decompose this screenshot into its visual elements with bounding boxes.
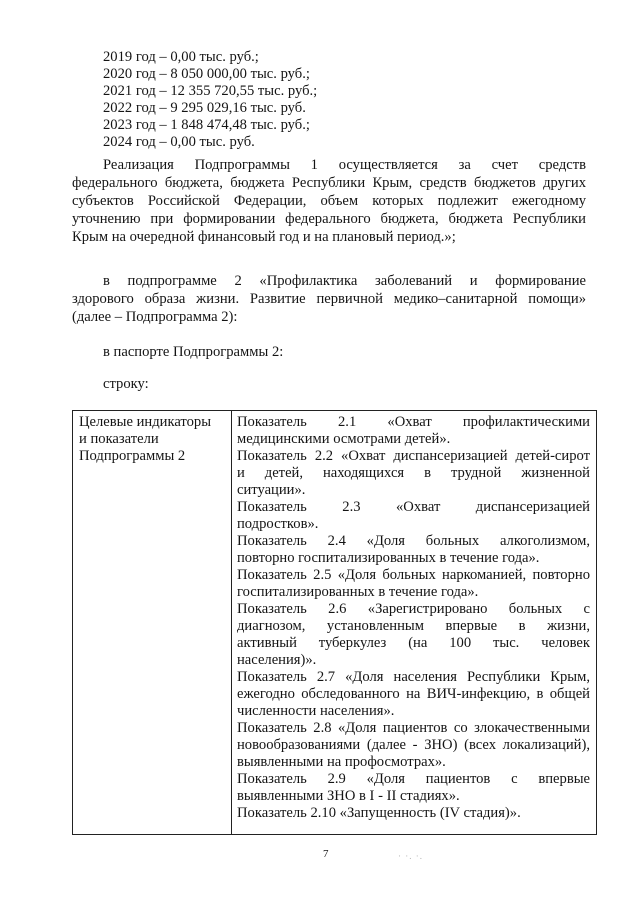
cell-line: выявленными ЗНО в I - II стадиях». (237, 788, 460, 804)
cell-line: Показатель 2.6 «Зарегистрировано больных с (237, 601, 590, 617)
cell-line: новообразованиями (далее - ЗНО) (всех локализаций), (237, 737, 590, 753)
cell-line: и детей, находящихся в трудной жизненной (237, 465, 590, 481)
cell-line: подростков». (237, 516, 319, 532)
cell-line: ежегодно обследованного на ВИЧ-инфекцию, в общей (237, 686, 590, 702)
table-indicators-cell (232, 411, 597, 835)
cell-line: Показатель 2.4 «Доля больных алкоголизмом, (237, 533, 590, 549)
funding-2019: 2019 год – 0,00 тыс. руб.; (103, 49, 259, 65)
passport-table (72, 410, 597, 835)
page-number: 7 (323, 848, 329, 860)
scan-artifact: · ·. ·. (398, 851, 423, 861)
funding-2023: 2023 год – 1 848 474,48 тыс. руб.; (103, 117, 310, 133)
cell-line: выявленными на профосмотрах». (237, 754, 446, 770)
paragraph-line: субъектов Российской Федерации, объем которых подлежит ежегодному (72, 193, 586, 209)
table-label-cell (73, 411, 232, 835)
cell-line: Показатель 2.3 «Охват диспансеризацией (237, 499, 590, 515)
cell-line: Показатель 2.10 «Запущенность (IV стадия)». (237, 805, 521, 821)
paragraph-line: здорового образа жизни. Развитие первичной медико–санитарной помощи» (72, 291, 586, 307)
cell-line: Подпрограммы 2 (79, 448, 186, 464)
cell-line: численности населения». (237, 703, 395, 719)
funding-2020: 2020 год – 8 050 000,00 тыс. руб.; (103, 66, 310, 82)
cell-line: ситуации». (237, 482, 306, 498)
cell-line: и показатели (79, 431, 159, 447)
paragraph-line: уточнению при формировании федерального бюджета, бюджета Республики (72, 211, 586, 227)
paragraph-line: Крым на очередной финансовый год и на плановый период.»; (72, 229, 456, 245)
paragraph-line: (далее – Подпрограмма 2): (72, 309, 238, 325)
cell-line: Показатель 2.5 «Доля больных наркоманией, повторно (237, 567, 590, 583)
cell-line: госпитализированных в течение года». (237, 584, 479, 600)
cell-line: активный туберкулез (на 100 тыс. человек (237, 635, 590, 651)
cell-line: Показатель 2.1 «Охват профилактическими (237, 414, 590, 430)
cell-line: Целевые индикаторы (79, 414, 212, 430)
paragraph-line: Реализация Подпрограммы 1 осуществляется за счет средств (103, 157, 586, 173)
cell-line: повторно госпитализированных в течение года». (237, 550, 540, 566)
cell-line: медицинскими осмотрами детей». (237, 431, 451, 447)
cell-line: населения)». (237, 652, 317, 668)
cell-line: диагнозом, установленным впервые в жизни, (237, 618, 590, 634)
funding-2022: 2022 год – 9 295 029,16 тыс. руб. (103, 100, 306, 116)
funding-2021: 2021 год – 12 355 720,55 тыс. руб.; (103, 83, 318, 99)
cell-line: Показатель 2.2 «Охват диспансеризацией детей-сирот (237, 448, 590, 464)
paragraph-line: федерального бюджета, бюджета Республики Крым, средств бюджетов других (72, 175, 586, 191)
cell-line: Показатель 2.8 «Доля пациентов со злокачественными (237, 720, 590, 736)
passport-heading: в паспорте Подпрограммы 2: (103, 344, 284, 360)
cell-line: Показатель 2.7 «Доля населения Республики Крым, (237, 669, 590, 685)
funding-2024: 2024 год – 0,00 тыс. руб. (103, 134, 255, 150)
row-label: строку: (103, 376, 149, 392)
paragraph-line: в подпрограмме 2 «Профилактика заболеваний и формирование (103, 273, 586, 289)
table-row (73, 411, 597, 835)
cell-line: Показатель 2.9 «Доля пациентов с впервые (237, 771, 590, 787)
